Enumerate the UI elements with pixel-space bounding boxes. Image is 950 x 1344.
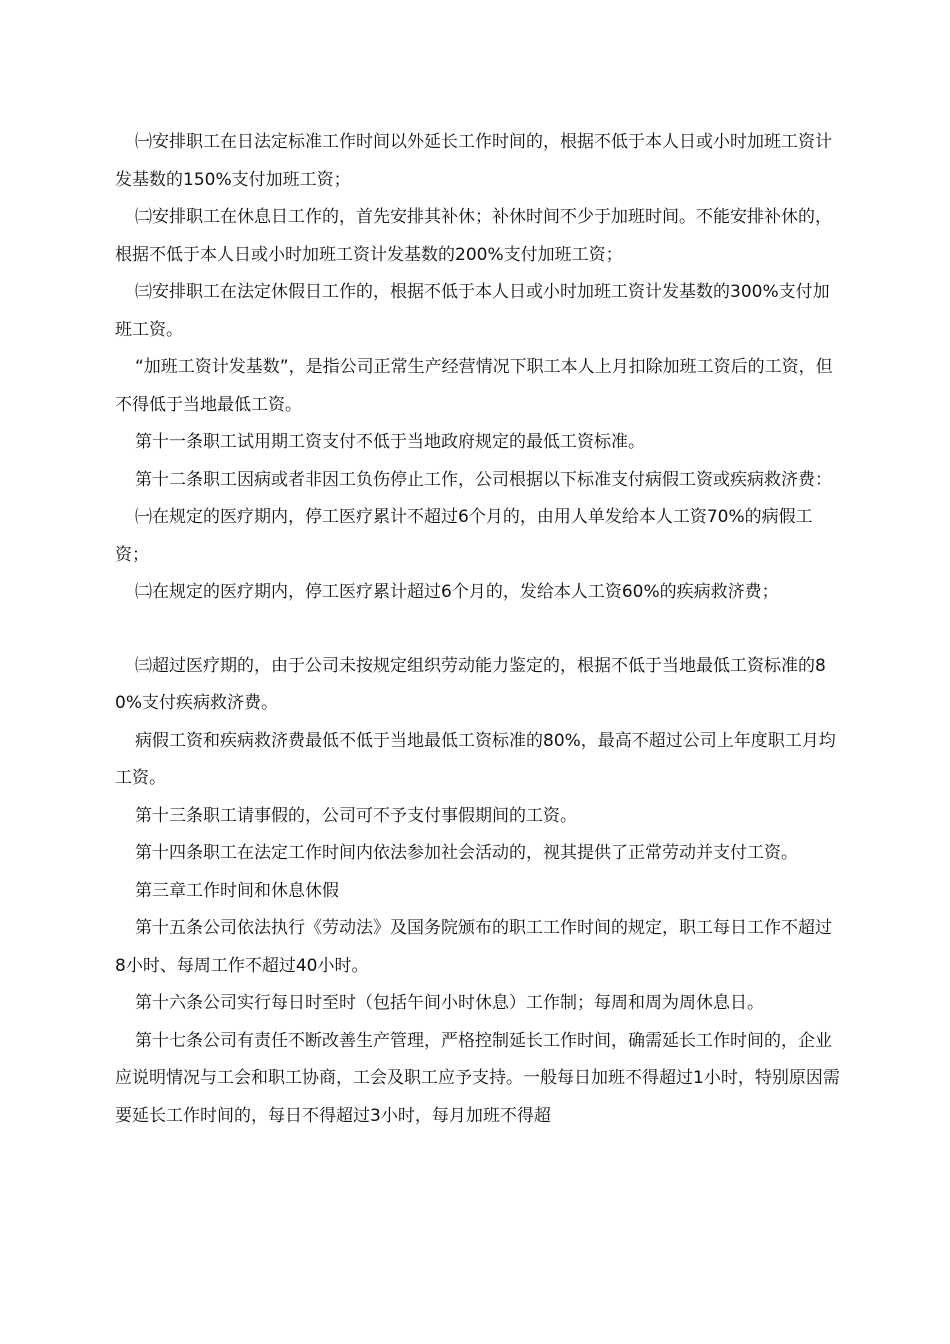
paragraph-sick-leave-over-6-months: ㈡在规定的医疗期内，停工医疗累计超过6个月的，发给本人工资60%的疾病救济费； [135, 582, 779, 602]
paragraph-overtime-restday: ㈡安排职工在休息日工作的，首先安排其补休；补休时间不少于加班时间。不能安排补休的，根据不低于本人日或小时加班工资计发基数的200%支付加班工资； [115, 207, 832, 265]
paragraph-article-13: 第十三条职工请事假的，公司可不予支付事假期间的工资。 [135, 805, 577, 826]
paragraph-article-17: 第十七条公司有责任不断改善生产管理，严格控制延长工作时间，确需延长工作时间的，企业应说明情况与工会和职工协商，工会及职工应予支持。一般每日加班不得超过1小时，特别原因需要延长工作时间的，每日不得超过3小时，每月加班不得超 [115, 1030, 840, 1126]
paragraph-article-16: 第十六条公司实行每日时至时（包括午间小时休息）工作制；每周和周为周休息日。 [135, 993, 764, 1013]
document-body [115, 124, 840, 1135]
paragraph-article-12: 第十二条职工因病或者非因工负伤停止工作，公司根据以下标准支付病假工资或疾病救济费： [135, 469, 832, 490]
paragraph-overtime-weekday: ㈠安排职工在日法定标准工作时间以外延长工作时间的，根据不低于本人日或小时加班工资计发基数的150%支付加班工资； [115, 132, 832, 190]
paragraph-article-11: 第十一条职工试用期工资支付不低于当地政府规定的最低工资标准。 [135, 432, 645, 452]
paragraph-article-14: 第十四条职工在法定工作时间内依法参加社会活动的，视其提供了正常劳动并支付工资。 [135, 843, 798, 863]
paragraph-overtime-base-definition: “加班工资计发基数”，是指公司正常生产经营情况下职工本人上月扣除加班工资后的工资，但不得低于当地最低工资。 [115, 357, 833, 415]
paragraph-sick-pay-range: 病假工资和疾病救济费最低不低于当地最低工资标准的80%，最高不超过公司上年度职工月均工资。 [115, 730, 836, 788]
paragraph-beyond-medical-period: ㈢超过医疗期的，由于公司未按规定组织劳动能力鉴定的，根据不低于当地最低工资标准的80%支付疾病救济费。 [115, 655, 826, 713]
paragraph-sick-leave-within-6-months: ㈠在规定的医疗期内，停工医疗累计不超过6个月的，由用人单发给本人工资70%的病假工资； [115, 507, 813, 565]
paragraph-article-15: 第十五条公司依法执行《劳动法》及国务院颁布的职工工作时间的规定，职工每日工作不超过8小时、每周工作不超过40小时。 [115, 918, 832, 976]
paragraph-overtime-holiday: ㈢安排职工在法定休假日工作的，根据不低于本人日或小时加班工资计发基数的300%支付加班工资。 [115, 282, 830, 340]
chapter-heading-3: 第三章工作时间和休息休假 [135, 880, 339, 901]
